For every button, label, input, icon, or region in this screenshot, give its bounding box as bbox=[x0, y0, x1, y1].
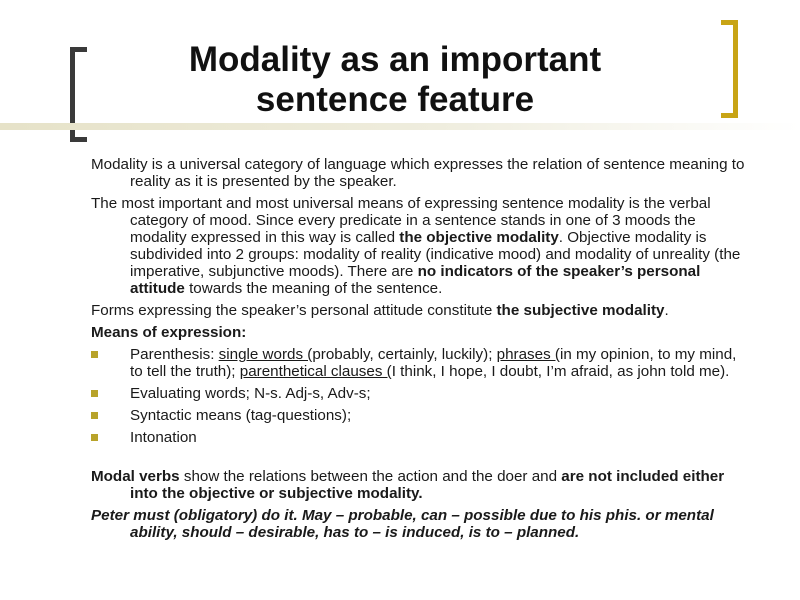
b1-text-2: probably, certainly, luckily); bbox=[312, 346, 497, 363]
means-heading: Means of expression: bbox=[91, 324, 247, 341]
bullet3-text: Syntactic means (tag-questions); bbox=[130, 407, 352, 424]
title-rule bbox=[0, 123, 800, 130]
bullet-square-icon bbox=[91, 390, 98, 397]
p3-text-1: Forms expressing the speaker’s personal attitude constitute bbox=[91, 302, 497, 319]
title-line-1: Modality as an important bbox=[188, 40, 602, 79]
b1-underline-single-words: single words ( bbox=[218, 346, 313, 363]
paragraph-definition: Modality is a universal category of language which expresses the relation of sentence meaning to reality as it is presented by the speaker. bbox=[91, 156, 745, 190]
right-bracket-decoration bbox=[721, 20, 738, 118]
paragraph-example: Peter must (obligatory) do it. May – probable, can – possible due to his phis. or mental ability, should – desirable, has to – is induced, is to – planned. bbox=[91, 507, 714, 541]
bullet4-text: Intonation bbox=[130, 429, 197, 446]
slide-body bbox=[91, 156, 751, 546]
spacer bbox=[91, 451, 751, 468]
p3-bold-subjective: the subjective modality bbox=[496, 302, 665, 319]
p4-bold-modal-verbs: Modal verbs bbox=[91, 468, 180, 485]
b1-underline-clauses: parenthetical clauses ( bbox=[239, 363, 392, 380]
p4-text-1: show the relations between the action and the doer and bbox=[179, 468, 562, 485]
p2-text-2: . Objective modality is subdivided into 2 groups: modality of reality (indicative mood) and modality of unreality (the imperative, subjunctive moods). There are bbox=[130, 229, 741, 280]
b1-text-4: I think, I hope, I doubt, I’m afraid, as john told me). bbox=[391, 363, 730, 380]
p2-bold-no-indicators: no indicators of the speaker’s personal attitude bbox=[130, 263, 701, 297]
p4-bold-not-included: are not included either into the objective or subjective modality. bbox=[130, 468, 725, 502]
paragraph-modal-verbs bbox=[91, 468, 751, 502]
bullet2-text: Evaluating words; N-s. Adj-s, Adv-s; bbox=[130, 385, 371, 402]
list-item-intonation bbox=[91, 429, 751, 446]
p2-text-3: towards the meaning of the sentence. bbox=[184, 280, 443, 297]
bullet-square-icon bbox=[91, 434, 98, 441]
p2-bold-objective: the objective modality bbox=[399, 229, 559, 246]
list-item-parenthesis bbox=[91, 346, 751, 380]
means-list bbox=[91, 346, 751, 446]
bullet-square-icon bbox=[91, 412, 98, 419]
b1-underline-phrases: phrases ( bbox=[496, 346, 560, 363]
slide-title bbox=[90, 40, 700, 120]
bullet-square-icon bbox=[91, 351, 98, 358]
b1-text-3: in my opinion, to my mind, to tell the truth); bbox=[130, 346, 737, 380]
title-line-2: sentence feature bbox=[255, 80, 535, 119]
list-item-evaluating-words bbox=[91, 385, 751, 402]
paragraph-subjective-modality bbox=[91, 302, 751, 319]
p3-text-2: . bbox=[664, 302, 669, 319]
p2-text-1: The most important and most universal means of expressing sentence modality is the verbal category of mood. Since every predicate in a sentence stands in one of 3 moods the modality expressed in this way is called bbox=[91, 195, 711, 246]
paragraph-objective-modality bbox=[91, 195, 751, 297]
list-item-syntactic-means bbox=[91, 407, 751, 424]
b1-text-1: Parenthesis: bbox=[130, 346, 219, 363]
